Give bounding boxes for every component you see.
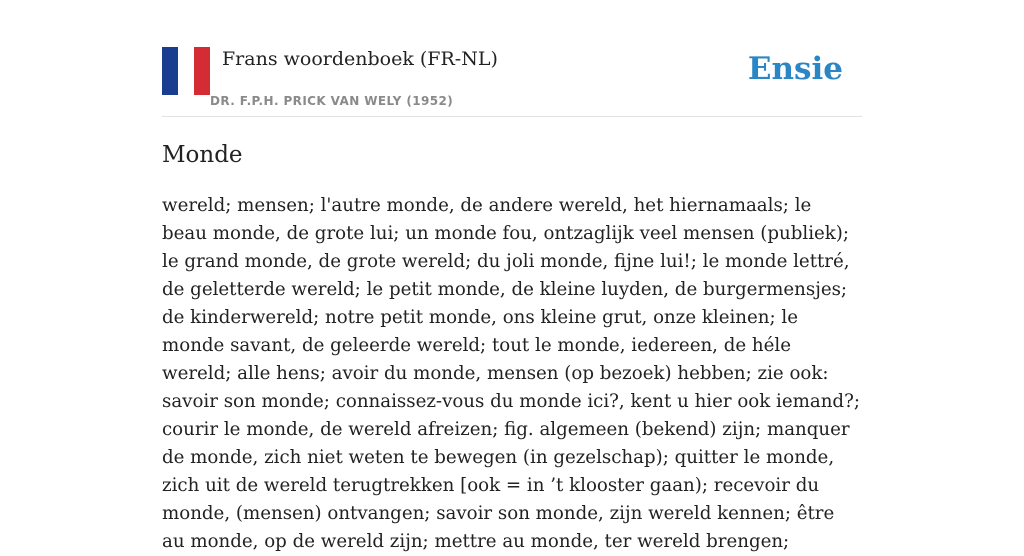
flag-stripe-blue (162, 47, 178, 95)
ensie-logo-link[interactable]: Ensie (747, 51, 843, 87)
entry-definition: wereld; mensen; l'autre monde, de andere wereld, het hiernamaals; le beau monde, de grote lui; un monde fou, ontzaglijk veel mensen (publiek); le grand monde, de grote wereld; du joli monde, fijne lui!; le monde lettré, de geletterde wereld; le petit monde, de kleine luyden, de burgermensjes; de kinderwereld; notre petit monde, ons kleine grut, onze kleinen; le monde savant, de geleerde wereld; tout le monde, iedereen, de héle wereld; alle hens; avoir du monde, mensen (op bezoek) hebben; zie ook: savoir son monde; connaissez-vous du monde ici?, kent u hier ook iemand?; courir le monde, de wereld afreizen; fig. algemeen (bekend) zijn; manquer de monde, zich niet weten te bewegen (in gezelschap); quitter le monde, zich uit de wereld terugtrekken [ook = in ’t klooster gaan); recevoir du monde, (mensen) ontvangen; savoir son monde, zijn wereld kennen; être au monde, op de wereld zijn; mettre au monde, ter wereld brengen; (162, 195, 860, 552)
entry-term: Monde (162, 142, 243, 168)
dictionary-entry-card (162, 0, 862, 552)
dictionary-title[interactable]: Frans woordenboek (FR-NL) (222, 48, 498, 70)
flag-stripe-red (194, 47, 210, 95)
dictionary-header (162, 0, 862, 117)
flag-stripe-white (178, 47, 194, 95)
dictionary-author: DR. F.P.H. PRICK VAN WELY (1952) (210, 94, 454, 108)
french-flag-icon (162, 47, 210, 95)
